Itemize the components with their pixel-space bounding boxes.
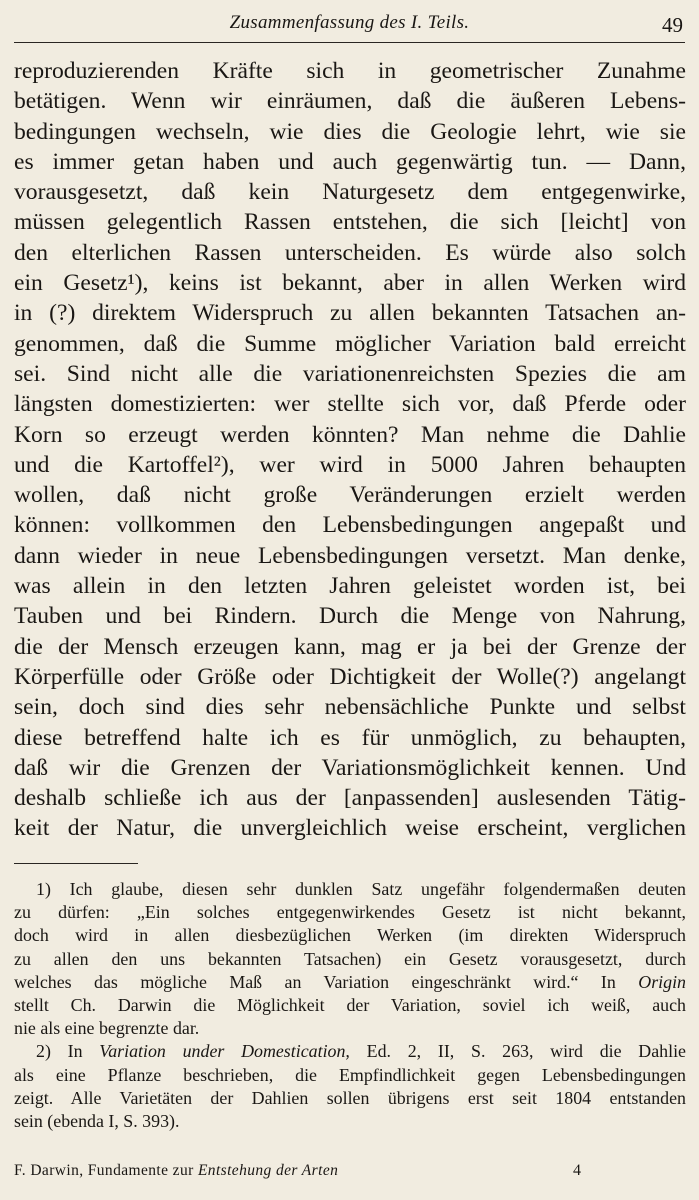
footnote-2-line: als eine Pflanze beschrieben, die Empfindlichkeit gegen Lebensbedingungen bbox=[14, 1064, 686, 1085]
text-line: wollen, daß nicht große Veränderungen erzielt werden bbox=[14, 482, 686, 509]
imprint-title: Entstehung der Arten bbox=[197, 1162, 339, 1179]
footnote-1-line: doch wird in allen diesbezüglichen Werken (im direkten Widerspruch bbox=[14, 925, 686, 946]
text-line: müssen gelegentlich Rassen entstehen, die sich [leicht] von bbox=[14, 209, 686, 236]
text-line: und die Kartoffel²), wer wird in 5000 Jahren behaupten bbox=[14, 451, 686, 478]
footnote-rule bbox=[14, 863, 138, 864]
footnote-1-line: zu allen den uns bekannten Tatsachen) ein Gesetz vorausgesetzt, durch bbox=[14, 948, 686, 969]
signature-mark: 4 bbox=[573, 1162, 581, 1179]
footnotes bbox=[14, 878, 686, 1133]
text-line: genommen, daß die Summe möglicher Variation bald erreicht bbox=[14, 330, 686, 357]
footnote-1-line: nie als eine begrenzte dar. bbox=[14, 1018, 200, 1039]
text-line: Korn so erzeugt werden könnten? Man nehme die Dahlie bbox=[14, 421, 686, 448]
text-line: ein Gesetz¹), keins ist bekannt, aber in allen Werken wird bbox=[14, 270, 686, 297]
running-header bbox=[14, 0, 685, 43]
footnote-1-line bbox=[14, 971, 686, 994]
text-line: längsten domestizierten: wer stellte sich vor, daß Pferde oder bbox=[14, 391, 686, 418]
page-footer bbox=[14, 1162, 685, 1180]
footnote-2-text: Ed. 2, II, S. 263, wird die Dahlie bbox=[366, 1041, 686, 1062]
text-line: Tauben und bei Rindern. Durch die Menge von Nahrung, bbox=[14, 603, 686, 630]
footnote-1-line: zu dürfen: „Ein solches entgegenwirkendes Gesetz ist nicht bekannt, bbox=[14, 902, 686, 923]
text-line: den elterlichen Rassen unterscheiden. Es würde also solch bbox=[14, 239, 686, 266]
text-line: vorausgesetzt, daß kein Naturgesetz dem entgegenwirke, bbox=[14, 179, 686, 206]
text-line: diese betreffend halte ich es für unmöglich, zu behaupten, bbox=[14, 724, 686, 751]
text-line: sein, doch sind dies sehr nebensächliche Punkte und selbst bbox=[14, 694, 686, 721]
text-line: reproduzierenden Kräfte sich in geometrischer Zunahme bbox=[14, 58, 686, 84]
text-line: bedingungen wechseln, wie dies die Geologie lehrt, wie sie bbox=[14, 118, 686, 145]
text-line: dann wieder in neue Lebensbedingungen versetzt. Man denke, bbox=[14, 542, 686, 569]
text-line: deshalb schließe ich aus der [anpassenden] auslesenden Tätig- bbox=[14, 785, 686, 812]
text-line: die der Mensch erzeugen kann, mag er ja bei der Grenze der bbox=[14, 633, 686, 660]
text-line: daß wir die Grenzen der Variationsmöglichkeit kennen. Und bbox=[14, 754, 686, 781]
footnote-2-line: sein (ebenda I, S. 393). bbox=[14, 1110, 180, 1131]
footnote-2-line: zeigt. Alle Varietäten der Dahlien sollen übrigens erst seit 1804 entstanden bbox=[14, 1087, 686, 1108]
footnote-2-book-title: Variation under Domestication, bbox=[99, 1041, 350, 1062]
footnote-1-line: stellt Ch. Darwin die Möglichkeit der Variation, soviel ich weiß, auch bbox=[14, 994, 686, 1015]
text-line: betätigen. Wenn wir einräumen, daß die äußeren Lebens- bbox=[14, 88, 686, 115]
footnote-1-text: welches das mögliche Maß an Variation eingeschränkt wird.“ In bbox=[14, 971, 616, 992]
page-number: 49 bbox=[662, 13, 683, 37]
footnote-2-line bbox=[14, 1040, 686, 1063]
main-text bbox=[14, 56, 686, 844]
imprint bbox=[14, 1162, 338, 1179]
text-line: Körperfülle oder Größe oder Dichtigkeit der Wolle(?) angelangt bbox=[14, 663, 686, 690]
text-line: in (?) direktem Widerspruch zu allen bekannten Tatsachen an- bbox=[14, 300, 686, 327]
footnote-1-line: 1) Ich glaube, diesen sehr dunklen Satz ungefähr folgendermaßen deuten bbox=[36, 879, 686, 899]
footnote-2-prefix: 2) In bbox=[36, 1041, 83, 1062]
text-line: was allein in den letzten Jahren geleistet worden ist, bei bbox=[14, 573, 686, 600]
text-line: es immer getan haben und auch gegenwärtig tun. — Dann, bbox=[14, 148, 686, 175]
running-title: Zusammenfassung des I. Teils. bbox=[229, 12, 470, 33]
text-line: können: vollkommen den Lebensbedingungen angepaßt und bbox=[14, 512, 686, 539]
text-line: sei. Sind nicht alle die variationenreichsten Spezies die am bbox=[14, 360, 686, 387]
imprint-text: F. Darwin, Fundamente zur bbox=[14, 1162, 194, 1179]
text-line: keit der Natur, die unvergleichlich weise erscheint, verglichen bbox=[14, 815, 686, 842]
footnote-1-title-origin: Origin bbox=[638, 971, 686, 992]
